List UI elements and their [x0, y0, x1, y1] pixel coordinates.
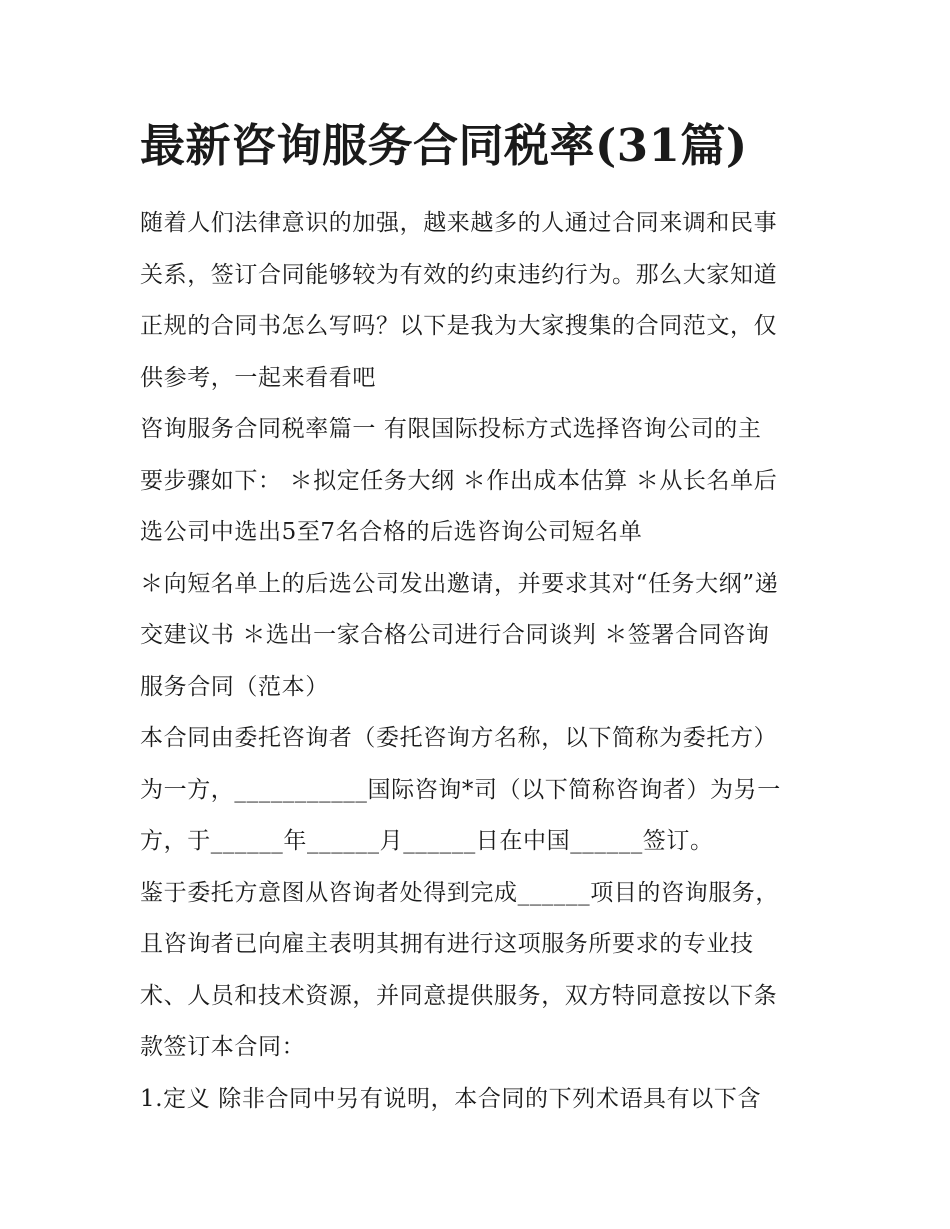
- body-line: 款签订本合同：: [140, 1034, 306, 1060]
- body-line: 鉴于委托方意图从咨询者处得到完成______项目的咨询服务，: [140, 879, 779, 906]
- body-line: 交建议书 ＊选出一家合格公司进行合同谈判 ＊签署合同咨询: [140, 622, 770, 648]
- body-line: 服务合同（范本）: [140, 673, 329, 700]
- body-line: 方，于______年______月______日在中国______签订。: [140, 828, 714, 854]
- body-line: 随着人们法律意识的加强，越来越多的人通过合同来调和民事: [140, 210, 778, 236]
- body-line: 术、人员和技术资源，并同意提供服务，双方特同意按以下条: [140, 982, 778, 1009]
- document-body: [140, 198, 820, 1125]
- body-line: 选公司中选出5至7名合格的后选咨询公司短名单: [140, 519, 643, 545]
- body-line: ＊向短名单上的后选公司发出邀请，并要求其对“任务大纲”递: [140, 570, 779, 597]
- body-line: 本合同由委托咨询者（委托咨询方名称，以下简称为委托方）: [140, 725, 778, 751]
- body-line: 且咨询者已向雇主表明其拥有进行这项服务所要求的专业技: [140, 931, 754, 957]
- body-line: 正规的合同书怎么写吗？以下是我为大家搜集的合同范文，仅: [140, 313, 778, 339]
- body-line: 供参考，一起来看看吧: [140, 364, 376, 391]
- body-line: 要步骤如下： ＊拟定任务大纲 ＊作出成本估算 ＊从长名单后: [140, 467, 778, 494]
- body-line: 为一方，___________国际咨询*司（以下简称咨询者）为另一: [140, 776, 781, 803]
- body-line: 1.定义 除非合同中另有说明，本合同的下列术语具有以下含: [140, 1085, 762, 1112]
- document-title: 最新咨询服务合同税率(31篇): [140, 119, 748, 172]
- body-line: 咨询服务合同税率篇一 有限国际投标方式选择咨询公司的主: [140, 416, 762, 442]
- body-line: 关系，签订合同能够较为有效的约束违约行为。那么大家知道: [140, 261, 778, 288]
